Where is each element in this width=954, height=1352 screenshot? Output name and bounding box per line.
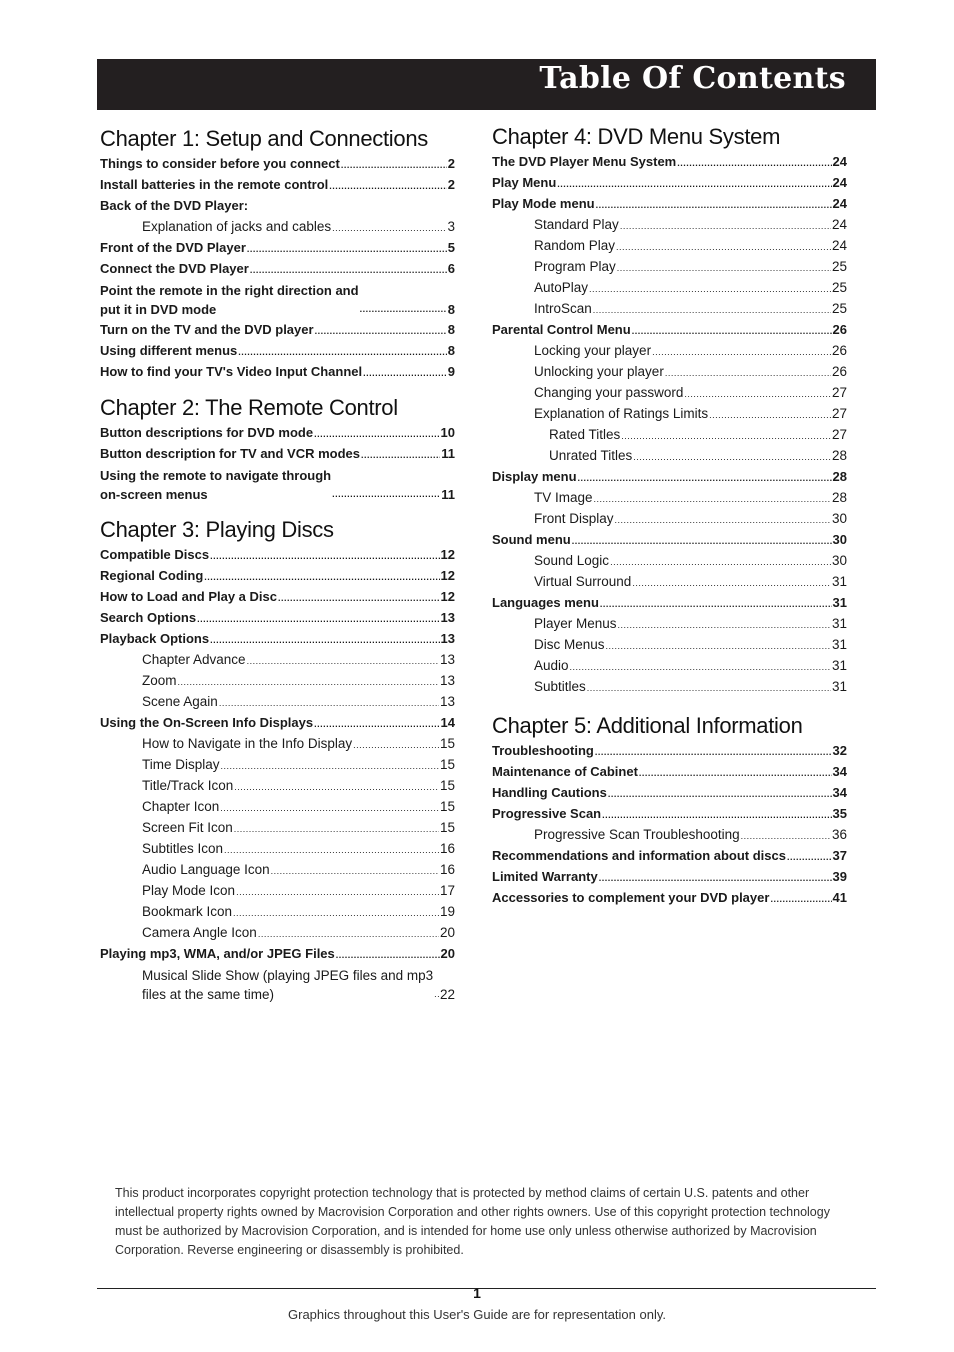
page-number: 3 [447, 219, 455, 234]
toc-entry[interactable]: Accessories to complement your DVD player ..... 41 [492, 887, 847, 908]
toc-entry[interactable]: Back of the DVD Player: [100, 198, 249, 213]
toc-entry[interactable]: Subtitles ..... 31 [492, 676, 847, 697]
toc-entry[interactable]: How to find your TV's Video Input Channel ..... 9 [100, 361, 455, 382]
toc-entry[interactable]: Playback Options ..... 13 [100, 628, 455, 649]
page-number: 2 [447, 156, 455, 171]
page-number: 31 [831, 658, 847, 673]
toc-entry[interactable]: Handling Cautions ..... 34 [492, 782, 847, 803]
page-number: 13 [439, 652, 455, 667]
toc-entry[interactable]: Rated Titles ..... 27 [492, 424, 847, 445]
page-number: 13 [440, 610, 455, 625]
page-number: 24 [831, 238, 847, 253]
page-number: 8 [447, 322, 455, 337]
page-number: 25 [831, 259, 847, 274]
toc-entry[interactable]: Parental Control Menu ..... 26 [492, 319, 847, 340]
page-number: 28 [831, 490, 847, 505]
page-number: 27 [831, 427, 847, 442]
page-number: 14 [440, 715, 455, 730]
toc-entry[interactable]: Progressive Scan ..... 35 [492, 803, 847, 824]
page-number: 12 [440, 568, 455, 583]
page-number: 11 [441, 446, 455, 461]
page-number: 31 [831, 679, 847, 694]
page-number: 26 [831, 343, 847, 358]
chapter-5-section [492, 713, 847, 908]
page-number: 28 [832, 469, 847, 484]
page-number: 15 [439, 736, 455, 751]
page-number: 16 [439, 841, 455, 856]
toc-entry[interactable]: Audio ..... 31 [492, 655, 847, 676]
toc-entry[interactable]: Compatible Discs ..... 12 [100, 544, 455, 565]
toc-entry[interactable]: Program Play ..... 25 [492, 256, 847, 277]
toc-entry[interactable]: Chapter Advance ..... 13 [100, 649, 455, 670]
page-number: 22 [439, 987, 455, 1002]
page-number: 34 [832, 764, 847, 779]
page-number: 27 [831, 385, 847, 400]
page-number: 31 [831, 637, 847, 652]
toc-entry[interactable]: How to Load and Play a Disc ..... 12 [100, 586, 455, 607]
chapter-heading: Chapter 3: Playing Discs [100, 517, 334, 542]
page-number: 9 [447, 364, 455, 379]
toc-entry[interactable]: Front Display ..... 30 [492, 508, 847, 529]
toc-entry[interactable]: Things to consider before you connect ..... 2 [100, 153, 455, 174]
page-number: 31 [831, 616, 847, 631]
page-number: 30 [831, 511, 847, 526]
page-number: 28 [831, 448, 847, 463]
toc-entry[interactable]: Turn on the TV and the DVD player ..... 8 [100, 319, 455, 340]
toc-entry[interactable]: Button descriptions for DVD mode ..... 10 [100, 422, 455, 443]
page-number: 32 [832, 743, 847, 758]
toc-entry[interactable]: Play Menu ..... 24 [492, 172, 847, 193]
toc-entry[interactable]: Subtitles Icon ..... 16 [100, 838, 455, 859]
toc-entry[interactable]: Chapter Icon ..... 15 [100, 796, 455, 817]
page-number: 25 [831, 280, 847, 295]
toc-entry[interactable]: Display menu ..... 28 [492, 466, 847, 487]
page-number: 24 [831, 217, 847, 232]
toc-column-left [100, 126, 455, 1004]
chapter-1-section [100, 126, 455, 382]
page-number: 13 [439, 694, 455, 709]
toc-entry[interactable]: How to Navigate in the Info Display ..... 15 [100, 733, 455, 754]
toc-column-right [492, 124, 847, 908]
page-number: 13 [439, 673, 455, 688]
chapter-2-section [100, 395, 455, 504]
page-number: 24 [832, 196, 847, 211]
page-number: 35 [832, 806, 847, 821]
toc-entry[interactable]: Limited Warranty ..... 39 [492, 866, 847, 887]
page-number: 31 [832, 595, 847, 610]
chapter-heading: Chapter 4: DVD Menu System [492, 124, 781, 149]
toc-entry[interactable]: Maintenance of Cabinet ..... 34 [492, 761, 847, 782]
toc-entry[interactable]: Using the On-Screen Info Displays ..... 14 [100, 712, 455, 733]
page-number: 15 [439, 820, 455, 835]
toc-entry[interactable]: Recommendations and information about discs ..... 37 [492, 845, 847, 866]
page-number: 37 [832, 848, 847, 863]
page-number: 26 [832, 322, 847, 337]
toc-entry[interactable]: Point the remote in the right direction and put it in DVD mode ..... 8 [100, 279, 455, 319]
page-number: 30 [832, 532, 847, 547]
toc-entry[interactable]: Bookmark Icon ..... 19 [100, 901, 455, 922]
page-number: 25 [831, 301, 847, 316]
toc-entry[interactable]: Changing your password ..... 27 [492, 382, 847, 403]
page-number: 17 [439, 883, 455, 898]
toc-entry[interactable]: TV Image ..... 28 [492, 487, 847, 508]
page-number: 15 [439, 778, 455, 793]
page-number: 6 [447, 261, 455, 276]
chapter-heading: Chapter 5: Additional Information [492, 713, 803, 738]
page-number: 13 [440, 631, 455, 646]
toc-entry[interactable]: Using different menus ..... 8 [100, 340, 455, 361]
toc-entry[interactable]: Troubleshooting ..... 32 [492, 740, 847, 761]
page-number: 26 [831, 364, 847, 379]
title-banner [97, 59, 876, 110]
page-number: 8 [447, 302, 455, 317]
toc-entry[interactable]: Disc Menus ..... 31 [492, 634, 847, 655]
toc-entry[interactable]: Explanation of jacks and cables ..... 3 [100, 216, 455, 237]
chapter-heading: Chapter 2: The Remote Control [100, 395, 398, 420]
page-number: 10 [440, 425, 455, 440]
copyright-notice: This product incorporates copyright protection technology that is protected by method claims of certain U.S. patents and other intellectual property rights owned by Macrovision Corporation and other rights owners. Use of this copyright protection technology must be authorized by Macrovision Corporation, and is intended for home use only unless otherwise authorized by Macrovision Corporation. Reverse engineering or disassembly is prohibited. [115, 1186, 830, 1257]
page-number: 20 [439, 925, 455, 940]
toc-entry[interactable]: Explanation of Ratings Limits ..... 27 [492, 403, 847, 424]
page-number: 12 [440, 547, 455, 562]
page-number-footer: 1 [473, 1285, 481, 1301]
chapter-heading: Chapter 1: Setup and Connections [100, 126, 428, 151]
toc-entry[interactable]: Musical Slide Show (playing JPEG files and mp3 files at the same time) ..... 22 [100, 964, 455, 1004]
toc-entry[interactable]: Scene Again ..... 13 [100, 691, 455, 712]
page-number: 24 [832, 175, 847, 190]
toc-entry[interactable]: AutoPlay ..... 25 [492, 277, 847, 298]
toc-entry[interactable]: Player Menus ..... 31 [492, 613, 847, 634]
page-number: 34 [832, 785, 847, 800]
toc-entry[interactable]: Sound Logic ..... 30 [492, 550, 847, 571]
toc-entry[interactable]: Using the remote to navigate through on-screen menus ..... 11 [100, 464, 455, 504]
toc-entry[interactable]: The DVD Player Menu System ..... 24 [492, 151, 847, 172]
page-number: 15 [439, 799, 455, 814]
page-number: 30 [831, 553, 847, 568]
toc-entry[interactable]: Title/Track Icon ..... 15 [100, 775, 455, 796]
page-number: 36 [831, 827, 847, 842]
page-number: 8 [447, 343, 455, 358]
toc-entry[interactable]: Play Mode Icon ..... 17 [100, 880, 455, 901]
page-number: 12 [440, 589, 455, 604]
page-number: 20 [440, 946, 455, 961]
toc-entry[interactable]: Locking your player ..... 26 [492, 340, 847, 361]
page-number: 16 [439, 862, 455, 877]
toc-entry[interactable]: Progressive Scan Troubleshooting ..... 36 [492, 824, 847, 845]
toc-entry[interactable]: Camera Angle Icon ..... 20 [100, 922, 455, 943]
page-title: Table Of Contents [539, 61, 846, 96]
page-number: 15 [439, 757, 455, 772]
chapter-3-section [100, 517, 455, 1004]
toc-entry[interactable]: IntroScan ..... 25 [492, 298, 847, 319]
toc-entry[interactable]: Sound menu ..... 30 [492, 529, 847, 550]
page-number: 2 [447, 177, 455, 192]
toc-entry[interactable]: Audio Language Icon ..... 16 [100, 859, 455, 880]
toc-entry[interactable]: Connect the DVD Player ..... 6 [100, 258, 455, 279]
toc-entry[interactable]: Play Mode menu ..... 24 [492, 193, 847, 214]
toc-entry[interactable]: Button description for TV and VCR modes ..... 11 [100, 443, 455, 464]
graphics-note: Graphics throughout this User's Guide are for representation only. [288, 1307, 666, 1322]
toc-entry[interactable]: Unrated Titles ..... 28 [492, 445, 847, 466]
page-number: 24 [832, 154, 847, 169]
toc-entry[interactable]: Playing mp3, WMA, and/or JPEG Files ..... 20 [100, 943, 455, 964]
page-number: 31 [831, 574, 847, 589]
toc-entry[interactable]: Standard Play ..... 24 [492, 214, 847, 235]
toc-entry[interactable]: Zoom ..... 13 [100, 670, 455, 691]
page-number: 39 [832, 869, 847, 884]
page-number: 27 [831, 406, 847, 421]
page-number: 19 [439, 904, 455, 919]
toc-entry[interactable]: Languages menu ..... 31 [492, 592, 847, 613]
page-number: 41 [832, 890, 847, 905]
toc-entry[interactable]: Search Options ..... 13 [100, 607, 455, 628]
toc-entry[interactable]: Regional Coding ..... 12 [100, 565, 455, 586]
chapter-4-section [492, 124, 847, 697]
toc-entry[interactable]: Virtual Surround ..... 31 [492, 571, 847, 592]
toc-entry[interactable]: Random Play ..... 24 [492, 235, 847, 256]
toc-entry[interactable]: Install batteries in the remote control ..... 2 [100, 174, 455, 195]
page-number: 5 [447, 240, 455, 255]
toc-entry[interactable]: Front of the DVD Player ..... 5 [100, 237, 455, 258]
toc-entry[interactable]: Unlocking your player ..... 26 [492, 361, 847, 382]
page-number: 11 [441, 487, 455, 502]
toc-entry[interactable]: Screen Fit Icon ..... 15 [100, 817, 455, 838]
toc-entry[interactable]: Time Display ..... 15 [100, 754, 455, 775]
